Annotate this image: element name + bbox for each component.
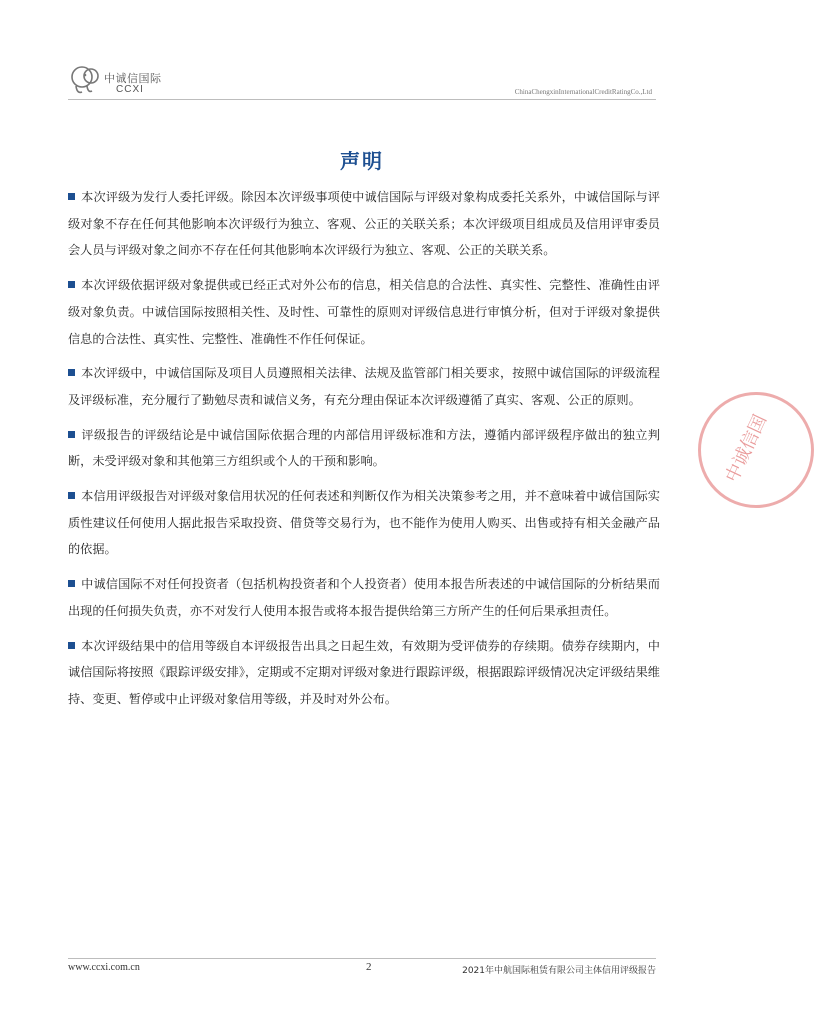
declaration-paragraph: [68, 360, 660, 413]
paragraph-text: 本次评级为发行人委托评级。除因本次评级事项使中诚信国际与评级对象构成委托关系外，中诚信国际与评级对象不存在任何其他影响本次评级行为独立、客观、公正的关联关系；本次评级项目组成员及信用评审委员会人员与评级对象之间亦不存在任何其他影响本次评级行为独立、客观、公正的关联关系。: [68, 190, 660, 258]
paragraph-text: 本信用评级报告对评级对象信用状况的任何表述和判断仅作为相关决策参考之用，并不意味着中诚信国际实质性建议任何使用人据此报告采取投资、借贷等交易行为，也不能作为使用人购买、出售或持有相关金融产品的依据。: [68, 489, 660, 557]
logo-text-en: CCXI: [116, 84, 144, 95]
declaration-paragraph: [68, 422, 660, 475]
declaration-paragraph: [68, 483, 660, 563]
declaration-paragraph: [68, 272, 660, 352]
square-bullet-icon: [68, 281, 75, 288]
page-title: 声明: [340, 149, 384, 173]
square-bullet-icon: [68, 580, 75, 587]
declaration-body: [68, 184, 660, 721]
ccxi-logo: [68, 64, 168, 98]
elephant-logo-icon: [68, 64, 102, 96]
square-bullet-icon: [68, 492, 75, 499]
paragraph-text: 中诚信国际不对任何投资者（包括机构投资者和个人投资者）使用本报告所表述的中诚信国际的分析结果而出现的任何损失负责，亦不对发行人使用本报告或将本报告提供给第三方所产生的任何后果承担责任。: [68, 577, 660, 618]
declaration-paragraph: [68, 633, 660, 713]
square-bullet-icon: [68, 193, 75, 200]
page-number: 2: [366, 961, 372, 973]
paragraph-text: 本次评级结果中的信用等级自本评级报告出具之日起生效，有效期为受评债券的存续期。债券存续期内，中诚信国际将按照《跟踪评级安排》，定期或不定期对评级对象进行跟踪评级，根据跟踪评级情况决定评级结果维持、变更、暂停或中止评级对象信用等级，并及时对外公布。: [68, 638, 660, 706]
company-name-en: ChinaChengxinInternationalCreditRatingCo.,Ltd: [514, 88, 652, 96]
footer-report-title: 2021年中航国际租赁有限公司主体信用评级报告: [462, 966, 656, 976]
declaration-paragraph: [68, 184, 660, 264]
declaration-paragraph: [68, 571, 660, 624]
logo-text-cn: 中诚信国际: [104, 72, 162, 85]
company-seal-stamp: [698, 392, 814, 508]
square-bullet-icon: [68, 369, 75, 376]
square-bullet-icon: [68, 431, 75, 438]
header-divider: [68, 99, 656, 100]
square-bullet-icon: [68, 642, 75, 649]
paragraph-text: 本次评级中，中诚信国际及项目人员遵照相关法律、法规及监管部门相关要求，按照中诚信国际的评级流程及评级标准，充分履行了勤勉尽责和诚信义务，有充分理由保证本次评级遵循了真实、客观、公正的原则。: [68, 366, 660, 407]
paragraph-text: 本次评级依据评级对象提供或已经正式对外公布的信息，相关信息的合法性、真实性、完整性、准确性由评级对象负责。中诚信国际按照相关性、及时性、可靠性的原则对评级信息进行审慎分析，但对于评级对象提供信息的合法性、真实性、完整性、准确性不作任何保证。: [68, 278, 660, 346]
paragraph-text: 评级报告的评级结论是中诚信国际依据合理的内部信用评级标准和方法，遵循内部评级程序做出的独立判断，未受评级对象和其他第三方组织或个人的干预和影响。: [68, 427, 660, 469]
footer-divider: [68, 958, 656, 959]
stamp-text: 中诚信国: [721, 411, 772, 486]
footer-website: www.ccxi.com.cn: [68, 962, 140, 973]
